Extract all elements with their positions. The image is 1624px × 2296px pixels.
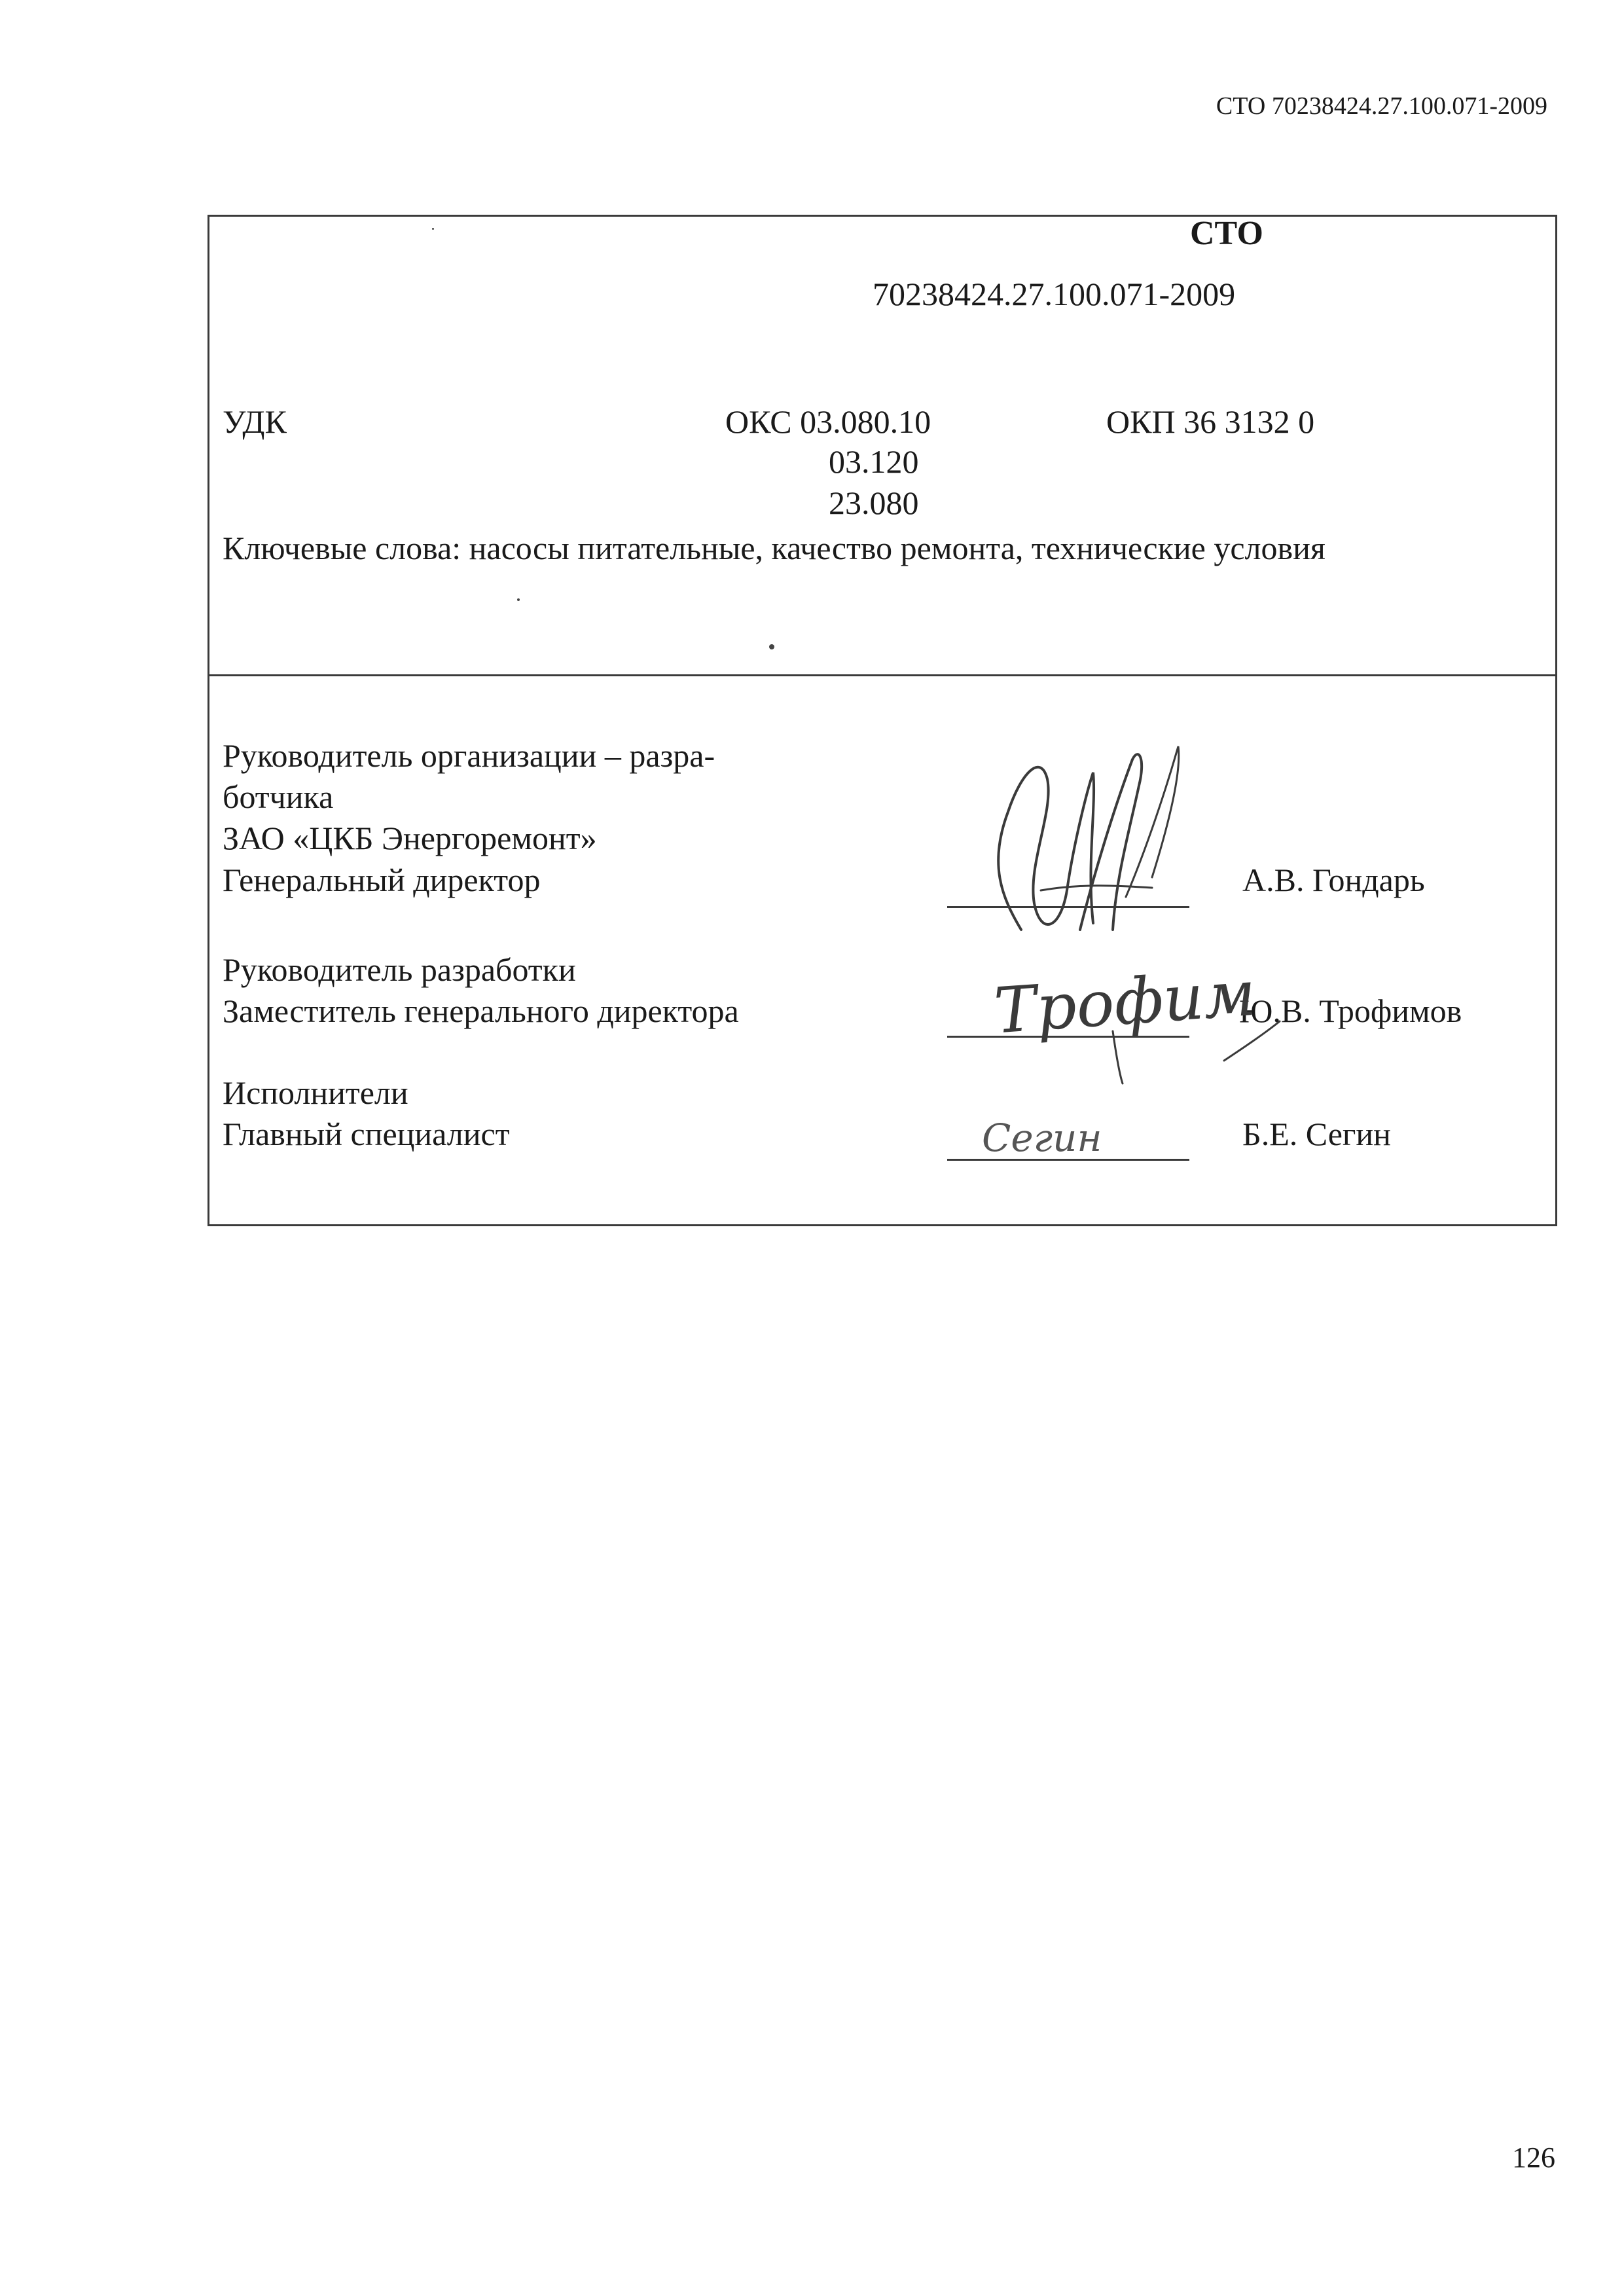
signatory-3-title: Главный специалист — [223, 1116, 510, 1152]
signatory-1-organization: ЗАО «ЦКБ Энергоремонт» — [223, 820, 597, 856]
sto-number: 70238424.27.100.071-2009 — [873, 276, 1236, 312]
signature-trofimov-text: Трофим — [992, 956, 1258, 1048]
signature-trofimov — [982, 956, 1283, 1087]
signatory-1-title: Генеральный директор — [223, 862, 541, 898]
page-number: 126 — [1512, 2141, 1555, 2174]
scan-speck — [517, 598, 520, 601]
scan-speck — [769, 644, 774, 649]
oks-code: ОКС 03.080.10 — [725, 403, 931, 440]
signatory-2-title: Заместитель генерального директора — [223, 993, 739, 1029]
signature-segin-text: Сегин — [982, 1116, 1102, 1160]
signatory-1-name: А.В. Гондарь — [1242, 862, 1425, 898]
signature-segin — [982, 1106, 1198, 1165]
signatory-1-position-line: ботчика — [223, 778, 334, 815]
oks-code: 03.120 — [829, 443, 919, 480]
scan-speck — [432, 228, 434, 230]
signatory-2-name: Ю.В. Трофимов — [1239, 993, 1462, 1029]
oks-code: 23.080 — [829, 484, 919, 521]
okp-code: ОКП 36 3132 0 — [1106, 403, 1315, 440]
document-code-header: СТО 70238424.27.100.071-2009 — [1216, 92, 1547, 120]
signatory-3-role: Исполнители — [223, 1074, 408, 1111]
signatory-3-name: Б.Е. Сегин — [1242, 1116, 1391, 1152]
title-card-divider — [208, 674, 1557, 676]
sto-label: СТО — [1190, 215, 1263, 252]
keywords-paragraph: Ключевые слова: насосы питательные, качество ремонта, технические условия — [223, 530, 1326, 566]
title-card-frame — [208, 215, 1557, 1226]
signatory-2-role: Руководитель разработки — [223, 951, 576, 988]
signature-gondar — [982, 733, 1198, 956]
udk-label: УДК — [223, 403, 287, 440]
signatory-1-position-line: Руководитель организации – разра- — [223, 737, 715, 774]
